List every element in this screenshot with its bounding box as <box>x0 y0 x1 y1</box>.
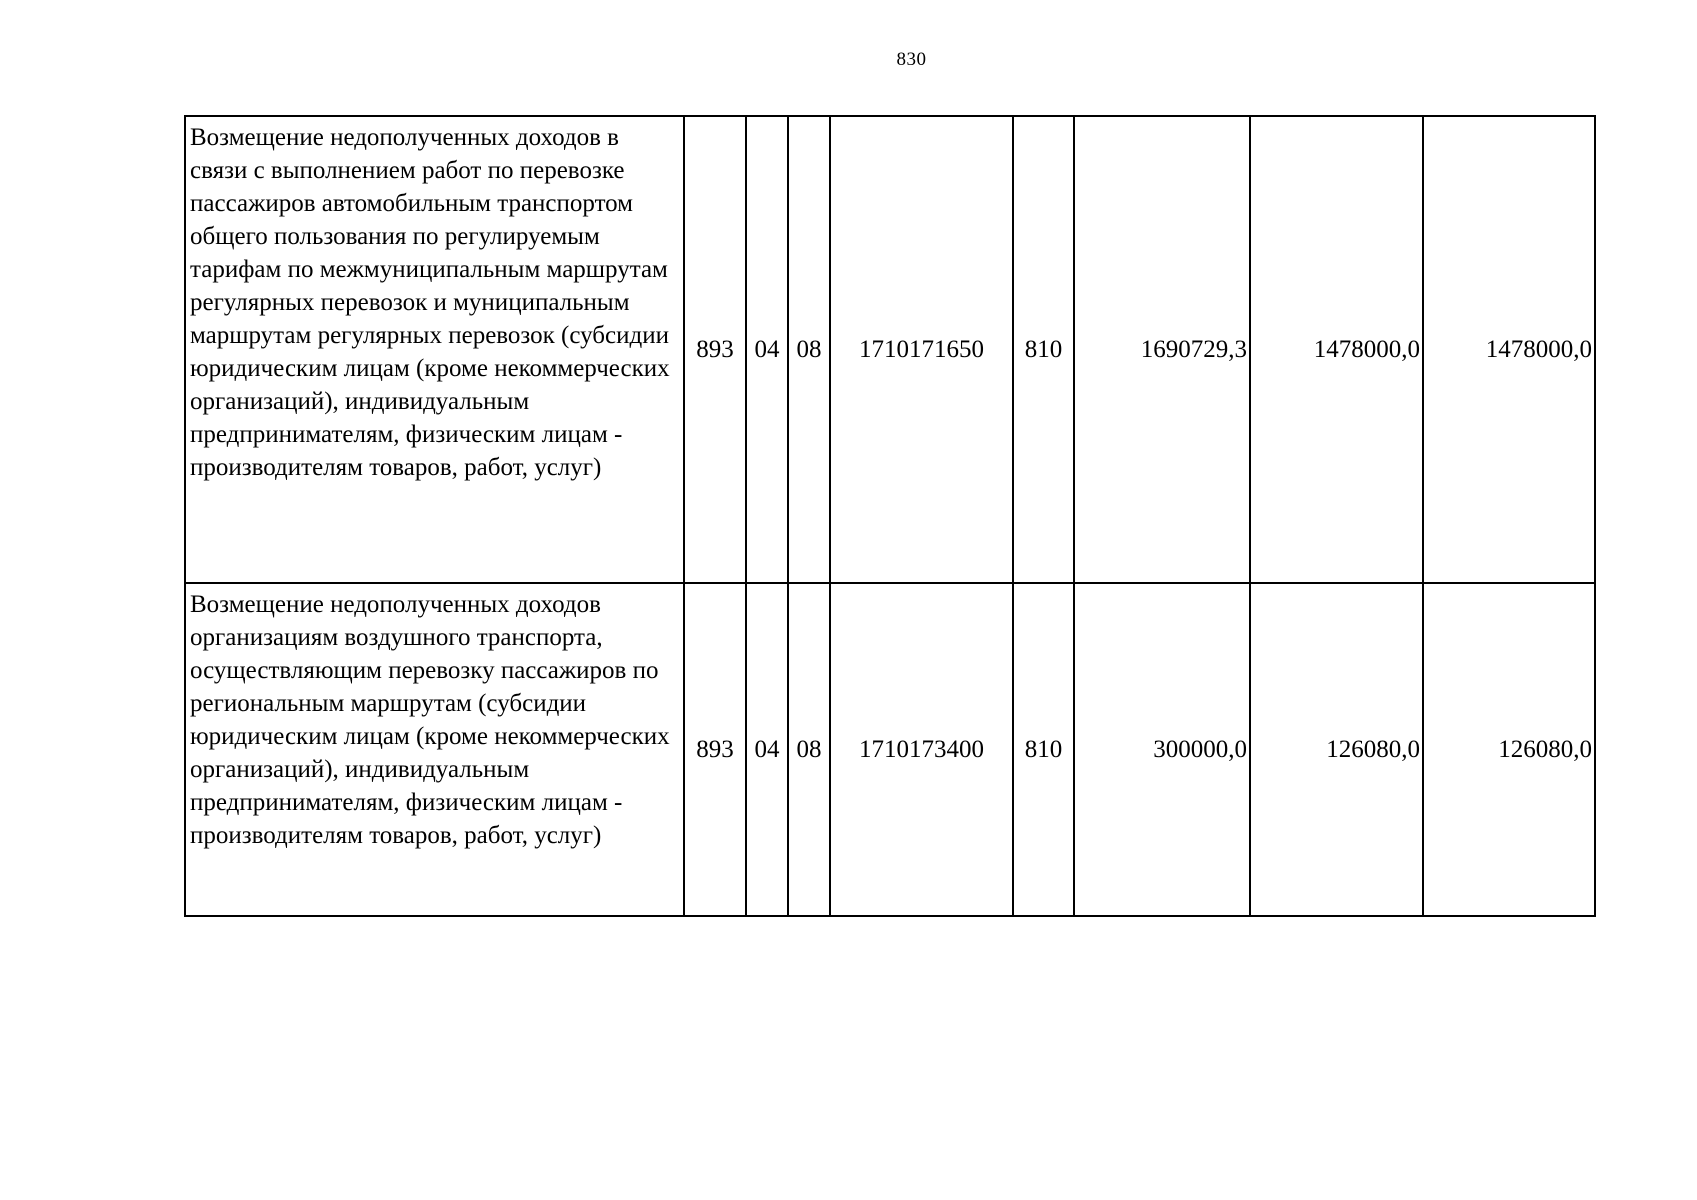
target-article-code: 1710173400 <box>830 583 1013 916</box>
amount-1: 300000,0 <box>1074 583 1250 916</box>
amount-3: 1478000,0 <box>1423 116 1595 583</box>
row-description: Возмещение недополученных доходов в связи с выполнением работ по перевозке пассажиров автомобильным транспортом общего пользования по регулируемым тарифам по межмуниципальным маршрутам регулярных перевозок и муниципальным маршрутам регулярных перевозок (субсидии юридическим лицам (кроме некоммерческих организаций), индивидуальным предпринимателям, физическим лицам - производителям товаров, работ, услуг) <box>185 116 684 583</box>
amount-1: 1690729,3 <box>1074 116 1250 583</box>
section-code: 04 <box>746 583 788 916</box>
table-row <box>185 583 1595 916</box>
section-code: 04 <box>746 116 788 583</box>
amount-2: 126080,0 <box>1250 583 1423 916</box>
ministry-code: 893 <box>684 116 746 583</box>
expense-type-code: 810 <box>1013 583 1074 916</box>
row-description: Возмещение недополученных доходов организациям воздушного транспорта, осуществляющим перевозку пассажиров по региональным маршрутам (субсидии юридическим лицам (кроме некоммерческих организаций), индивидуальным предпринимателям, физическим лицам - производителям товаров, работ, услуг) <box>185 583 684 916</box>
table-row <box>185 116 1595 583</box>
page-number: 830 <box>896 49 927 70</box>
subsection-code: 08 <box>788 116 830 583</box>
target-article-code: 1710171650 <box>830 116 1013 583</box>
amount-2: 1478000,0 <box>1250 116 1423 583</box>
expense-type-code: 810 <box>1013 116 1074 583</box>
subsection-code: 08 <box>788 583 830 916</box>
ministry-code: 893 <box>684 583 746 916</box>
amount-3: 126080,0 <box>1423 583 1595 916</box>
budget-table <box>184 115 1596 917</box>
